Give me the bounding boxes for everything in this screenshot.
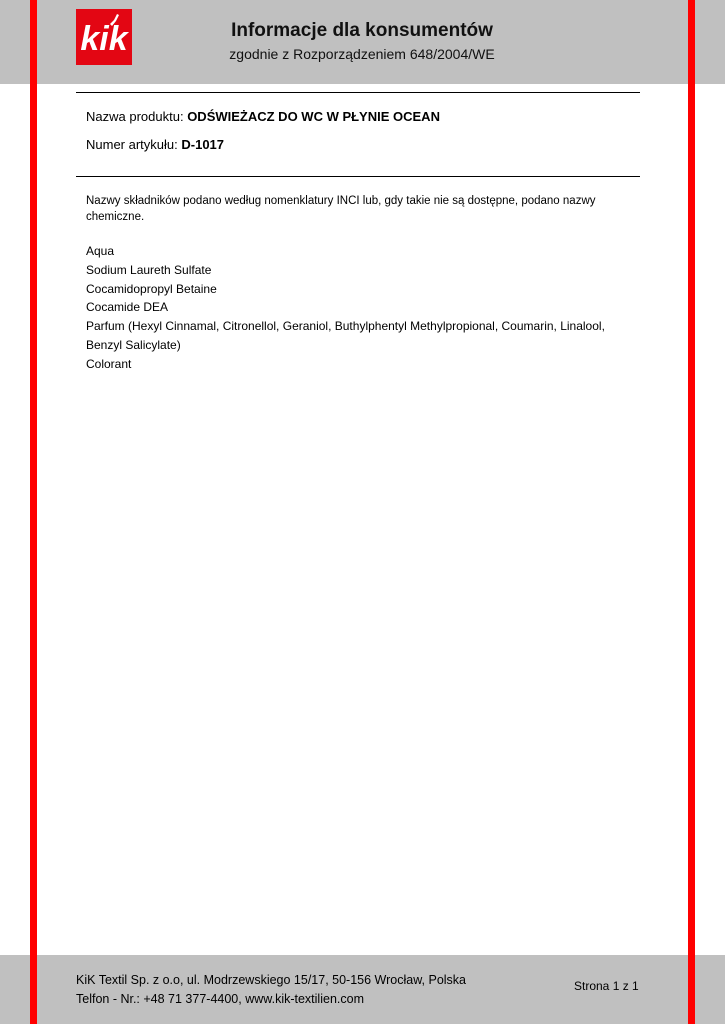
right-red-border <box>688 0 695 1024</box>
ingredient-item: Aqua <box>86 244 115 258</box>
product-name-label: Nazwa produktu: <box>86 109 184 124</box>
left-red-border <box>30 0 37 1024</box>
ingredient-item: Parfum (Hexyl Cinnamal, Citronellol, Geraniol, Buthylphentyl Methylpropional, Coumarin, Linalool, Benzyl Salicylate) <box>86 319 605 352</box>
article-number-row <box>86 137 224 152</box>
footer-company-info <box>76 971 466 1008</box>
footer-address: KiK Textil Sp. z o.o, ul. Modrzewskiego 15/17, 50-156 Wrocław, Polska <box>76 973 467 987</box>
article-number-value: D-1017 <box>181 137 225 152</box>
ingredient-item: Colorant <box>86 356 132 371</box>
page-subtitle: zgodnie z Rozporządzeniem 648/2004/WE <box>229 46 495 62</box>
middle-divider <box>76 176 640 177</box>
article-number-label: Numer artykułu: <box>86 137 178 152</box>
product-name-value: ODŚWIEŻACZ DO WC W PŁYNIE OCEAN <box>187 109 440 124</box>
ingredient-item: Cocamidopropyl Betaine <box>86 281 217 296</box>
inci-note: Nazwy składników podano według nomenklatury INCI lub, gdy takie nie są dostępne, podano nazwy chemiczne. <box>86 195 596 223</box>
ingredient-item: Sodium Laureth Sulfate <box>86 262 212 277</box>
logo-text: kik <box>80 20 128 58</box>
page-number: Strona 1 z 1 <box>574 979 639 993</box>
footer-contact: Telfon - Nr.: +48 71 377-4400, www.kik-textilien.com <box>76 991 364 1006</box>
page-title: Informacje dla konsumentów <box>231 20 493 41</box>
product-name-row <box>86 109 440 124</box>
ingredients-list <box>86 242 642 374</box>
kik-logo <box>76 9 132 65</box>
top-divider <box>76 92 640 93</box>
ingredient-item: Cocamide DEA <box>86 300 169 315</box>
